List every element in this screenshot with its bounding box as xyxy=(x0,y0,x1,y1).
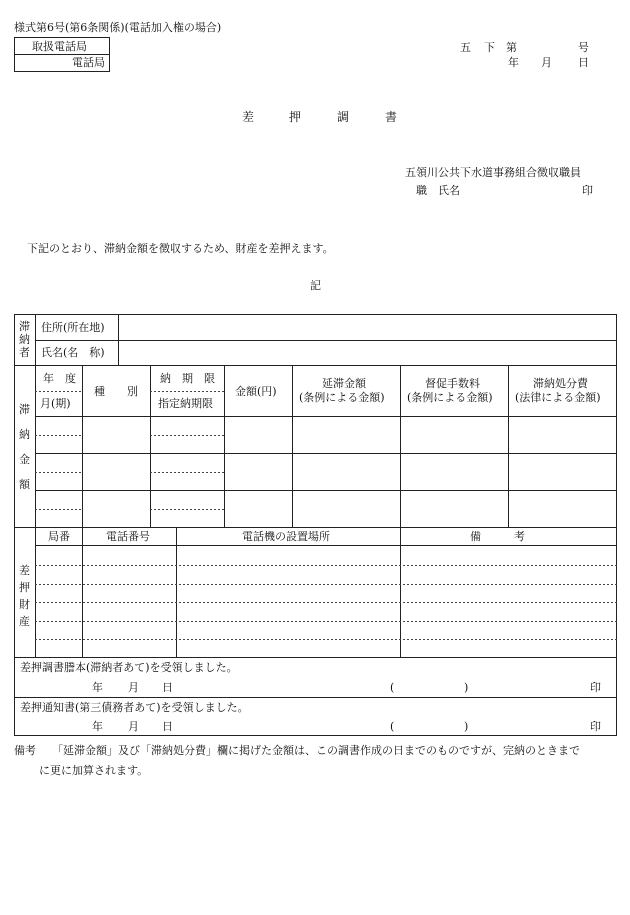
doc-title: 押 xyxy=(289,110,302,124)
name-label: 氏名(名 称) xyxy=(41,346,105,359)
col-year: 年 度 xyxy=(43,372,76,385)
col-fee-note: (条例による金額) xyxy=(407,391,493,404)
date-year: 年 xyxy=(508,56,519,69)
col-late-note: (条例による金額) xyxy=(299,391,385,404)
receipt-2-year: 年 xyxy=(92,720,103,733)
receipt-1-paren-open: ( xyxy=(390,681,395,694)
receipt-1-year: 年 xyxy=(92,681,103,694)
statement: 下記のとおり、滞納金額を徴収するため、財産を差押えます。 xyxy=(27,242,334,255)
ki-heading: 記 xyxy=(310,279,321,292)
receipt-1-seal: 印 xyxy=(590,681,601,694)
receipt-2-day: 日 xyxy=(162,720,173,733)
taino-sha-label: 滞 xyxy=(19,320,30,333)
doc-title: 調 xyxy=(337,110,350,124)
doc-no-prefix: 第 xyxy=(506,41,517,54)
taino-kingaku-label: 額 xyxy=(19,478,30,491)
sashiosae-label: 差 xyxy=(19,564,30,577)
col-cost: 滞納処分費 xyxy=(533,377,588,390)
receipt-1: 差押調書謄本(滞納者あて)を受領しました。 xyxy=(20,661,238,674)
phone-office-label: 電話局 xyxy=(72,56,105,69)
seal-mark: 印 xyxy=(582,184,593,197)
taino-kingaku-label: 滞 xyxy=(19,403,30,416)
receipt-2-paren-open: ( xyxy=(390,720,395,733)
col-cost-note: (法律による金額) xyxy=(515,391,601,404)
receipt-1-paren-close: ) xyxy=(464,681,469,694)
col-month: 月(期) xyxy=(40,397,71,410)
taino-sha-label: 納 xyxy=(19,333,30,346)
receipt-1-day: 日 xyxy=(162,681,173,694)
col-phone: 電話番号 xyxy=(106,530,150,543)
col-office: 局番 xyxy=(48,530,70,543)
doc-no-suffix: 号 xyxy=(578,41,589,54)
doc-no-prefix: 五 xyxy=(460,41,471,54)
note-line-2: に更に加算されます。 xyxy=(39,764,149,777)
issuer-role: 職 氏名 xyxy=(416,184,460,197)
col-type: 種 別 xyxy=(94,385,138,398)
receipt-2-month: 月 xyxy=(128,720,139,733)
office-box-label: 取扱電話局 xyxy=(32,40,87,53)
note-label: 備考 xyxy=(14,744,36,757)
taino-kingaku-label: 金 xyxy=(19,453,30,466)
receipt-2-paren-close: ) xyxy=(464,720,469,733)
sashiosae-label: 産 xyxy=(19,615,30,628)
doc-title: 書 xyxy=(385,110,398,124)
col-fee: 督促手数料 xyxy=(425,377,480,390)
col-amount: 金額(円) xyxy=(235,385,277,398)
col-late: 延滞金額 xyxy=(322,377,366,390)
col-due2: 指定納期限 xyxy=(158,397,213,410)
doc-no-prefix: 下 xyxy=(484,41,495,54)
col-remarks: 備 考 xyxy=(470,530,525,543)
taino-kingaku-label: 納 xyxy=(19,428,30,441)
sashiosae-label: 財 xyxy=(19,598,30,611)
note-line-1: 「延滞金額」及び「滞納処分費」欄に掲げた金額は、この調書作成の日までのものですが、完納のときまで xyxy=(52,744,580,757)
sashiosae-label: 押 xyxy=(19,581,30,594)
receipt-1-month: 月 xyxy=(128,681,139,694)
receipt-2-seal: 印 xyxy=(590,720,601,733)
col-location: 電話機の設置場所 xyxy=(242,530,330,543)
receipt-2: 差押通知書(第三債務者あて)を受領しました。 xyxy=(20,701,249,714)
address-label: 住所(所在地) xyxy=(41,321,105,334)
col-due: 納 期 限 xyxy=(160,372,215,385)
form-label: 様式第6号(第6条関係)(電話加入権の場合) xyxy=(14,21,222,34)
date-day: 日 xyxy=(578,56,589,69)
issuer-org: 五領川公共下水道事務組合徴収職員 xyxy=(405,166,581,179)
taino-sha-label: 者 xyxy=(19,346,30,359)
date-month: 月 xyxy=(541,56,552,69)
doc-title: 差 xyxy=(242,110,255,124)
